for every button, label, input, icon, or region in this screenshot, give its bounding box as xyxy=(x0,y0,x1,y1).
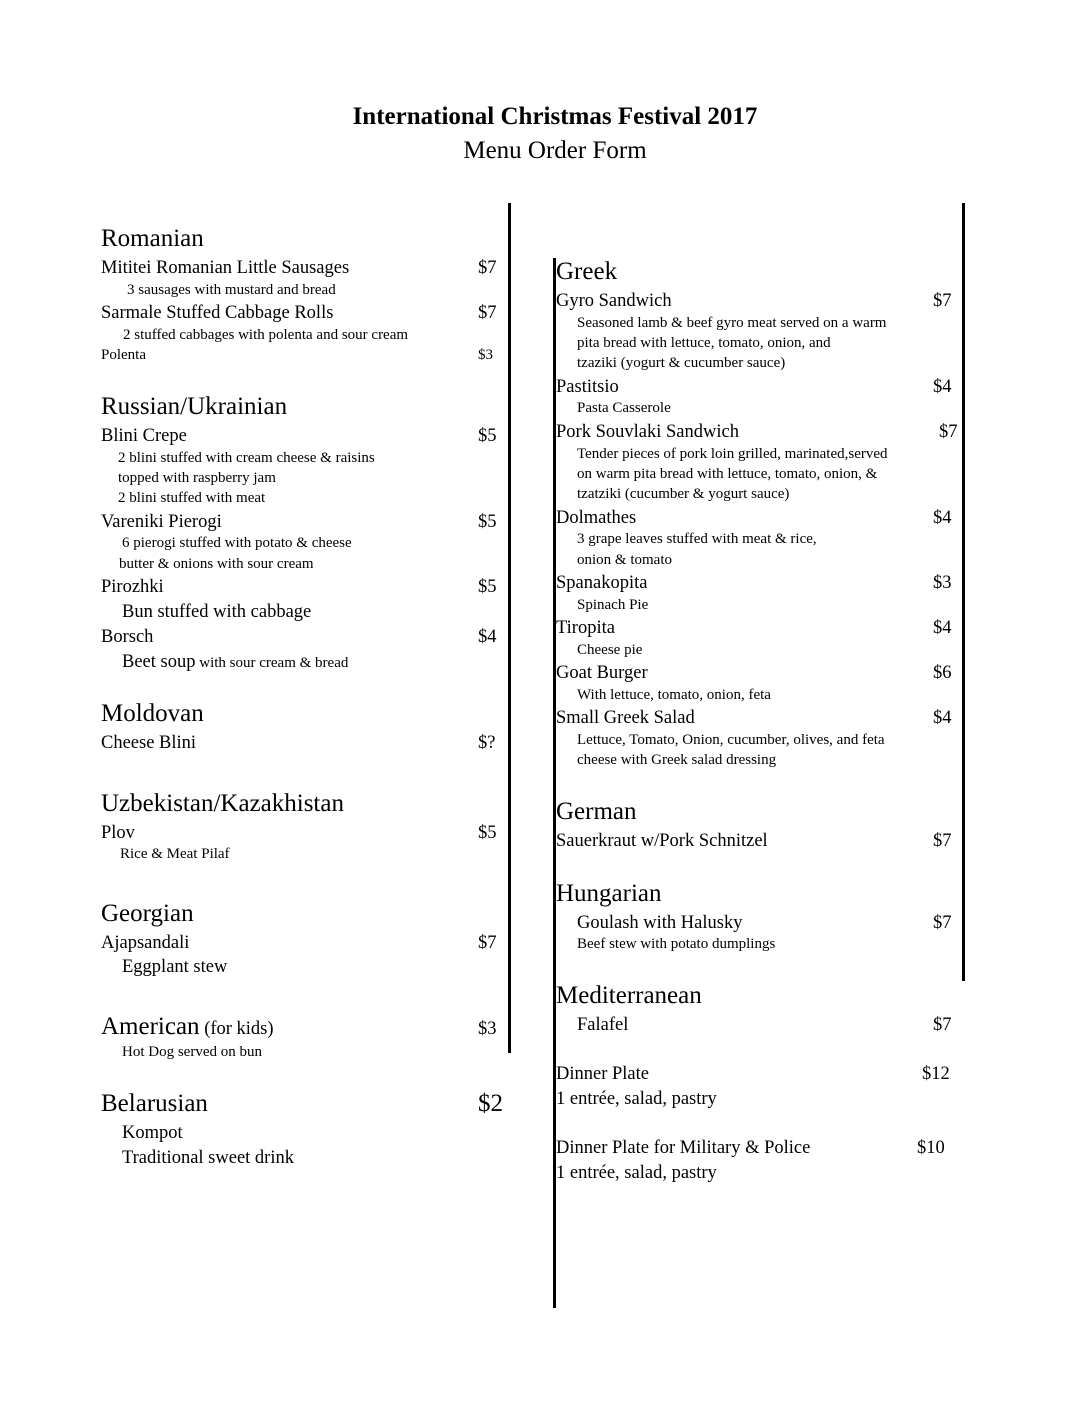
price-borsch: $4 xyxy=(478,627,497,647)
menu-item-cheese-blini: Cheese Blini xyxy=(101,733,197,753)
menu-item-polenta: Polenta xyxy=(101,347,146,363)
item-description: 2 blini stuffed with meat xyxy=(118,490,266,506)
price-falafel: $7 xyxy=(933,1015,952,1035)
price-goat-burger: $6 xyxy=(933,663,952,683)
price-polenta: $3 xyxy=(478,347,493,363)
menu-item-dolmathes: Dolmathes xyxy=(556,508,637,528)
item-description: 6 pierogi stuffed with potato & cheese xyxy=(122,535,352,551)
price-dinner-plate-military: $10 xyxy=(917,1138,945,1158)
menu-item-sarmale: Sarmale Stuffed Cabbage Rolls xyxy=(101,303,334,323)
item-description: butter & onions with sour cream xyxy=(119,556,314,572)
price-plov: $5 xyxy=(478,823,497,843)
item-description: topped with raspberry jam xyxy=(118,470,276,486)
item-description: Hot Dog served on bun xyxy=(122,1044,262,1060)
item-description: 1 entrée, salad, pastry xyxy=(556,1163,717,1183)
price-tiropita: $4 xyxy=(933,618,952,638)
item-description: tzatziki (cucumber & yogurt sauce) xyxy=(577,486,790,502)
menu-item-pirozhki: Pirozhki xyxy=(101,577,164,597)
item-description: 2 blini stuffed with cream cheese & raisins xyxy=(118,450,375,466)
item-description: Tender pieces of pork loin grilled, marinated,served xyxy=(577,446,888,462)
section-heading-uzbekistan: Uzbekistan/Kazakhistan xyxy=(101,790,344,817)
price-spanakopita: $3 xyxy=(933,573,952,593)
price-goulash: $7 xyxy=(933,913,952,933)
item-description-rest: with sour cream & bread xyxy=(195,655,349,671)
item-description: 3 sausages with mustard and bread xyxy=(127,282,336,298)
item-description: tzaziki (yogurt & cucumber sauce) xyxy=(577,355,786,371)
item-description: 3 grape leaves stuffed with meat & rice, xyxy=(577,531,817,547)
price-vareniki: $5 xyxy=(478,512,497,532)
menu-item-greek-salad: Small Greek Salad xyxy=(556,708,695,728)
price-mititei: $7 xyxy=(478,258,497,278)
item-description: Lettuce, Tomato, Onion, cucumber, olives, and feta xyxy=(577,732,885,748)
item-description: Pasta Casserole xyxy=(577,400,671,416)
menu-item-falafel: Falafel xyxy=(577,1015,629,1035)
menu-item-mititei: Mititei Romanian Little Sausages xyxy=(101,258,350,278)
price-pirozhki: $5 xyxy=(478,577,497,597)
menu-item-goulash: Goulash with Halusky xyxy=(577,913,743,933)
menu-item-blini: Blini Crepe xyxy=(101,426,187,446)
menu-item-spanakopita: Spanakopita xyxy=(556,573,648,593)
item-description: Seasoned lamb & beef gyro meat served on a warm xyxy=(577,315,887,331)
price-souvlaki: $7 xyxy=(939,422,958,442)
section-heading-russian-ukrainian: Russian/Ukrainian xyxy=(101,393,288,420)
menu-item-vareniki: Vareniki Pierogi xyxy=(101,512,222,532)
menu-item-goat-burger: Goat Burger xyxy=(556,663,648,683)
item-description: on warm pita bread with lettuce, tomato, onion, & xyxy=(577,466,878,482)
item-description: pita bread with lettuce, tomato, onion, and xyxy=(577,335,831,351)
item-description: cheese with Greek salad dressing xyxy=(577,752,777,768)
menu-item-kompot: Kompot xyxy=(122,1123,183,1143)
section-heading-greek: Greek xyxy=(556,258,618,285)
price-ajapsandali: $7 xyxy=(478,933,497,953)
section-heading-georgian: Georgian xyxy=(101,900,194,927)
price-belarusian: $2 xyxy=(478,1090,503,1117)
item-description: Bun stuffed with cabbage xyxy=(122,602,312,622)
item-description: Beef stew with potato dumplings xyxy=(577,936,776,952)
item-description: onion & tomato xyxy=(577,552,672,568)
menu-item-dinner-plate: Dinner Plate xyxy=(556,1064,649,1084)
page-subtitle: Menu Order Form xyxy=(463,137,647,164)
menu-item-sauerkraut: Sauerkraut w/Pork Schnitzel xyxy=(556,831,768,851)
price-gyro: $7 xyxy=(933,291,952,311)
price-dinner-plate: $12 xyxy=(922,1064,950,1084)
price-sarmale: $7 xyxy=(478,303,497,323)
price-blini: $5 xyxy=(478,426,497,446)
column-divider-left xyxy=(508,203,511,1053)
menu-item-dinner-plate-military: Dinner Plate for Military & Police xyxy=(556,1138,811,1158)
price-american: $3 xyxy=(478,1019,497,1039)
column-divider-short xyxy=(962,203,965,981)
item-description: Spinach Pie xyxy=(577,597,649,613)
menu-item-borsch: Borsch xyxy=(101,627,154,647)
price-sauerkraut: $7 xyxy=(933,831,952,851)
menu-item-ajapsandali: Ajapsandali xyxy=(101,933,190,953)
menu-item-pastitsio: Pastitsio xyxy=(556,377,619,397)
section-heading-romanian: Romanian xyxy=(101,225,204,252)
price-pastitsio: $4 xyxy=(933,377,952,397)
menu-item-plov: Plov xyxy=(101,823,135,843)
section-heading-mediterranean: Mediterranean xyxy=(556,982,702,1009)
menu-item-tiropita: Tiropita xyxy=(556,618,615,638)
price-dolmathes: $4 xyxy=(933,508,952,528)
item-description: Rice & Meat Pilaf xyxy=(120,846,230,862)
page-title: International Christmas Festival 2017 xyxy=(352,103,758,130)
section-heading-american xyxy=(101,1013,274,1041)
section-heading-hungarian: Hungarian xyxy=(556,880,662,907)
american-heading-text: American xyxy=(101,1013,200,1040)
item-description: Cheese pie xyxy=(577,642,643,658)
menu-item-gyro: Gyro Sandwich xyxy=(556,291,672,311)
item-description: 1 entrée, salad, pastry xyxy=(556,1089,717,1109)
section-heading-moldovan: Moldovan xyxy=(101,700,204,727)
item-description: 2 stuffed cabbages with polenta and sour cream xyxy=(123,327,409,343)
section-heading-belarusian: Belarusian xyxy=(101,1090,208,1117)
american-heading-note: (for kids) xyxy=(199,1019,274,1039)
item-description xyxy=(122,652,348,673)
section-heading-german: German xyxy=(556,798,637,825)
item-description: Traditional sweet drink xyxy=(122,1148,294,1168)
item-description-main: Beet soup xyxy=(122,652,196,672)
menu-item-souvlaki: Pork Souvlaki Sandwich xyxy=(556,422,739,442)
item-description: Eggplant stew xyxy=(122,957,228,977)
item-description: With lettuce, tomato, onion, feta xyxy=(577,687,771,703)
price-greek-salad: $4 xyxy=(933,708,952,728)
price-cheese-blini: $? xyxy=(478,733,496,753)
